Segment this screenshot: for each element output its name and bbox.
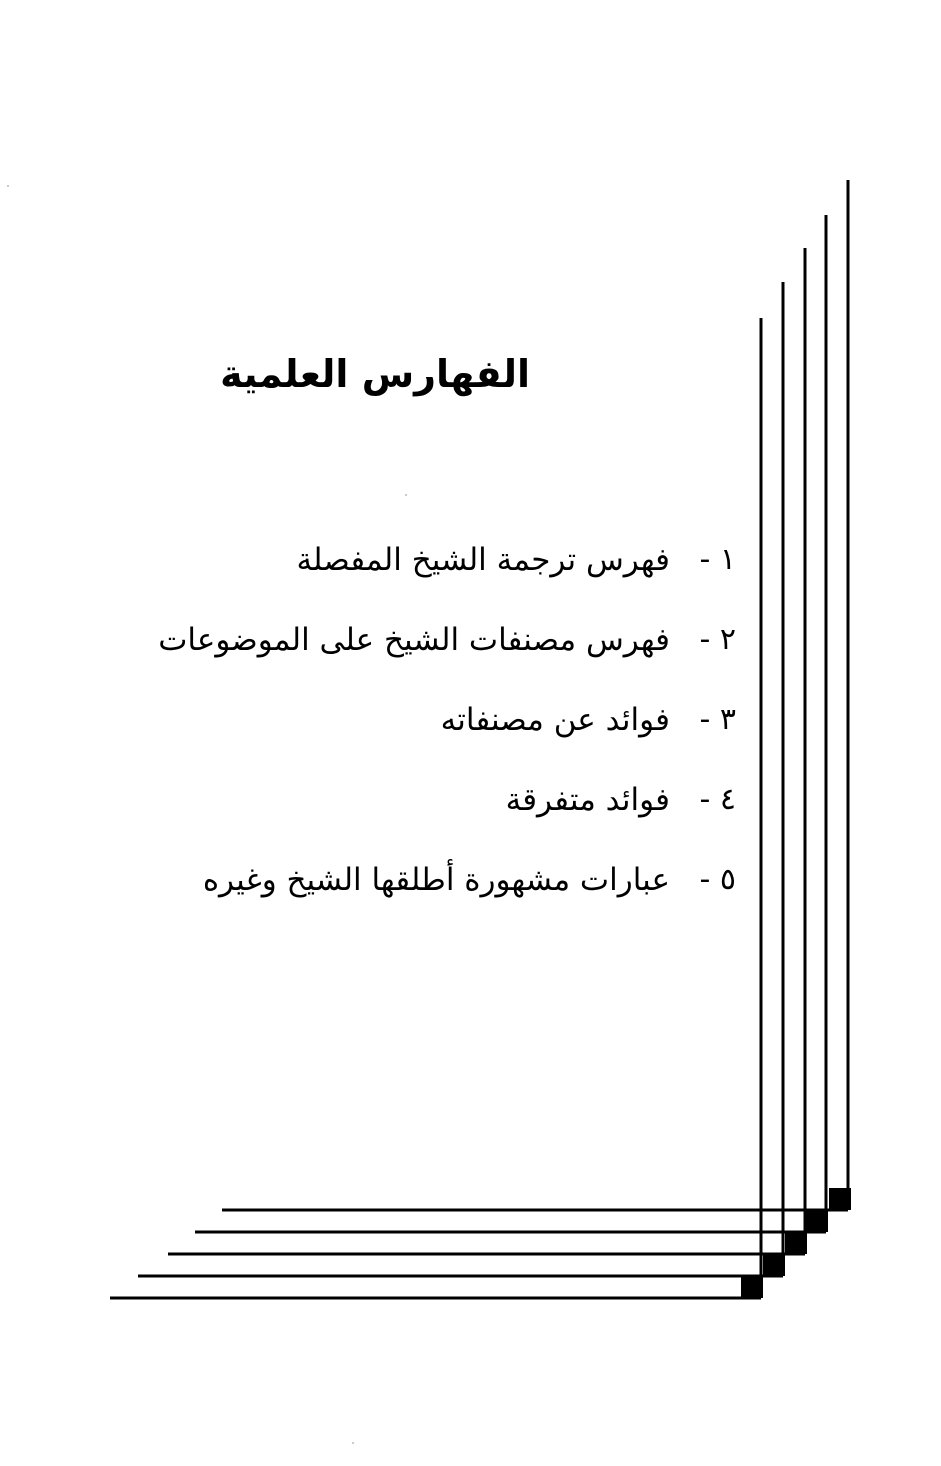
- list-item: [136, 680, 736, 760]
- frame-corner-block-3: [785, 1232, 807, 1254]
- list-item-text: فوائد متفرقة: [505, 781, 670, 818]
- list-item: [136, 760, 736, 840]
- index-list: [136, 520, 736, 920]
- list-item-text: فوائد عن مصنفاته: [440, 701, 670, 738]
- list-item-number: ٥ -: [699, 862, 736, 897]
- scan-speck: [405, 494, 407, 496]
- frame-corner-block-1: [829, 1188, 851, 1210]
- list-item-number: ٤ -: [699, 782, 736, 817]
- list-item-text: فهرس مصنفات الشيخ على الموضوعات: [158, 621, 670, 658]
- list-item-number: ٣ -: [699, 702, 736, 737]
- list-item: [136, 520, 736, 600]
- list-item-text: عبارات مشهورة أطلقها الشيخ وغيره: [202, 861, 670, 898]
- scan-speck: [352, 1442, 354, 1444]
- list-item-text: فهرس ترجمة الشيخ المفصلة: [296, 541, 670, 578]
- page-title: الفهارس العلمية: [220, 352, 530, 396]
- scan-speck: [7, 185, 9, 187]
- frame-corner-block-2: [806, 1210, 828, 1232]
- list-item-number: ١ -: [699, 542, 736, 577]
- list-item-number: ٢ -: [699, 622, 736, 657]
- list-item: [136, 600, 736, 680]
- list-item: [136, 840, 736, 920]
- frame-corner-block-4: [763, 1254, 785, 1276]
- frame-corner-block-5: [741, 1276, 763, 1298]
